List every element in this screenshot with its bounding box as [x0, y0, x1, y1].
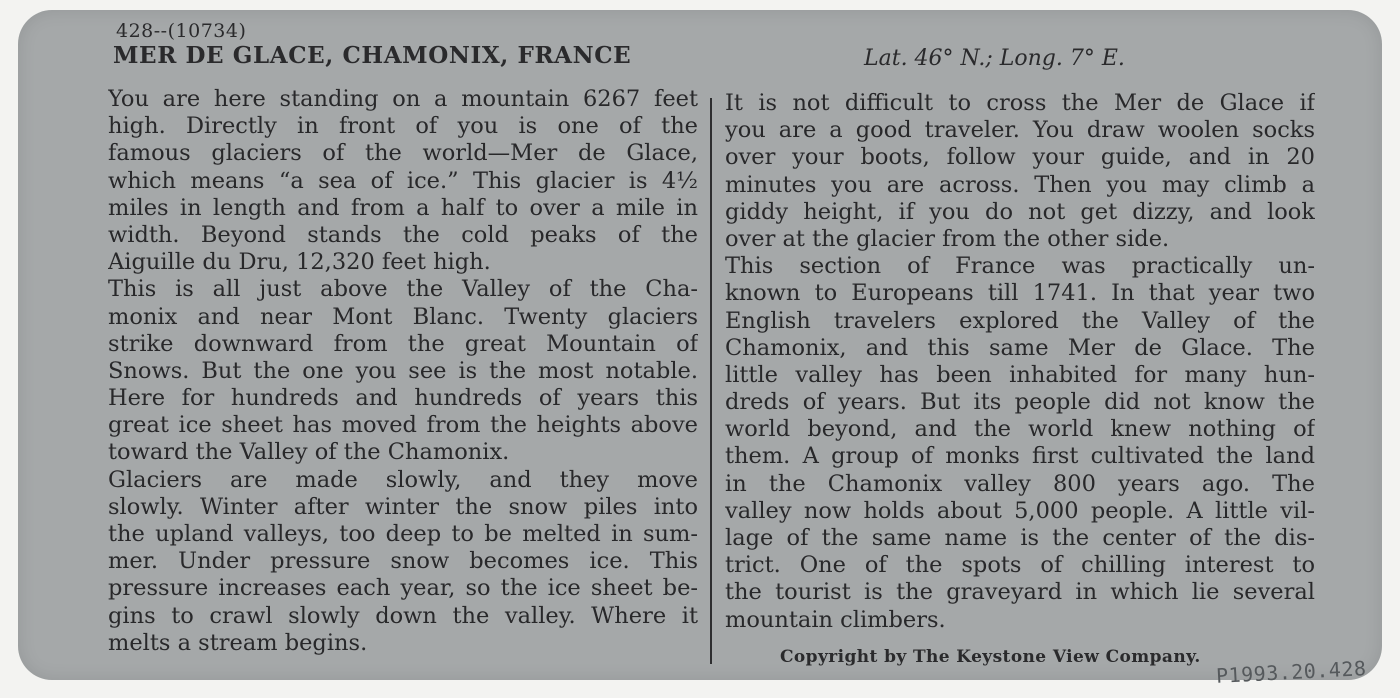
text-line: in the Chamonix valley 800 years ago. The: [725, 470, 1315, 497]
text-line: English travelers explored the Valley of the: [725, 307, 1315, 334]
text-line: mer. Under pressure snow becomes ice. This: [108, 548, 698, 575]
text-line: Snows. But the one you see is the most notable.: [108, 357, 698, 384]
text-line: melts a stream begins.: [108, 629, 368, 656]
text-line: over at the glacier from the other side.: [725, 225, 1170, 252]
catalog-number: 428--(10734): [116, 20, 247, 42]
text-line: giddy height, if you do not get dizzy, and look: [725, 198, 1315, 225]
accession-number: P1993.20.428: [1215, 656, 1368, 688]
text-line: miles in length and from a half to over a mile in: [108, 194, 698, 221]
text-line: mountain climbers.: [725, 606, 946, 633]
text-line: over your boots, follow your guide, and in 20: [725, 144, 1315, 171]
text-line: dreds of years. But its people did not know the: [725, 389, 1315, 416]
text-line: slowly. Winter after winter the snow piles into: [108, 493, 698, 520]
right-text-column: [725, 90, 1315, 634]
text-line: toward the Valley of the Chamonix.: [108, 439, 510, 466]
text-line: famous glaciers of the world—Mer de Glace,: [108, 140, 698, 167]
text-line: This is all just above the Valley of the Cha-: [108, 276, 698, 303]
text-line: Chamonix, and this same Mer de Glace. The: [725, 334, 1315, 361]
text-line: width. Beyond stands the cold peaks of the: [108, 221, 698, 248]
text-line: Aiguille du Dru, 12,320 feet high.: [108, 249, 491, 276]
text-line: world beyond, and the world knew nothing of: [725, 416, 1315, 443]
text-line: them. A group of monks first cultivated the land: [725, 443, 1315, 470]
text-line: the tourist is the graveyard in which lie several: [725, 579, 1315, 606]
text-line: great ice sheet has moved from the heights above: [108, 412, 698, 439]
left-text-column: [108, 86, 698, 657]
text-line: little valley has been inhabited for many hun-: [725, 361, 1315, 388]
text-line: minutes you are across. Then you may climb a: [725, 171, 1315, 198]
text-line: which means “a sea of ice.” This glacier is 4½: [108, 167, 698, 194]
column-divider: [710, 98, 712, 664]
coordinates: Lat. 46° N.; Long. 7° E.: [864, 46, 1125, 71]
text-line: Glaciers are made slowly, and they move: [108, 466, 698, 493]
text-line: Here for hundreds and hundreds of years this: [108, 385, 698, 412]
text-line: valley now holds about 5,000 people. A little vil-: [725, 497, 1315, 524]
stereograph-card-back: [18, 10, 1382, 688]
text-line: trict. One of the spots of chilling interest to: [725, 552, 1315, 579]
page-title: MER DE GLACE, CHAMONIX, FRANCE: [113, 42, 632, 69]
text-line: monix and near Mont Blanc. Twenty glaciers: [108, 303, 698, 330]
text-line: you are a good traveler. You draw woolen socks: [725, 117, 1315, 144]
text-line: known to Europeans till 1741. In that year two: [725, 280, 1315, 307]
text-line: the upland valleys, too deep to be melted in sum-: [108, 521, 698, 547]
text-line: pressure increases each year, so the ice sheet be-: [108, 575, 698, 602]
text-line: You are here standing on a mountain 6267 feet: [108, 86, 698, 112]
text-line: strike downward from the great Mountain of: [108, 330, 698, 357]
text-line: It is not difficult to cross the Mer de Glace if: [725, 90, 1315, 116]
copyright-notice: Copyright by The Keystone View Company.: [780, 647, 1201, 667]
text-line: lage of the same name is the center of the dis-: [725, 525, 1315, 551]
text-line: This section of France was practically un-: [725, 253, 1315, 280]
text-line: high. Directly in front of you is one of the: [108, 113, 698, 140]
text-line: gins to crawl slowly down the valley. Where it: [108, 602, 698, 629]
